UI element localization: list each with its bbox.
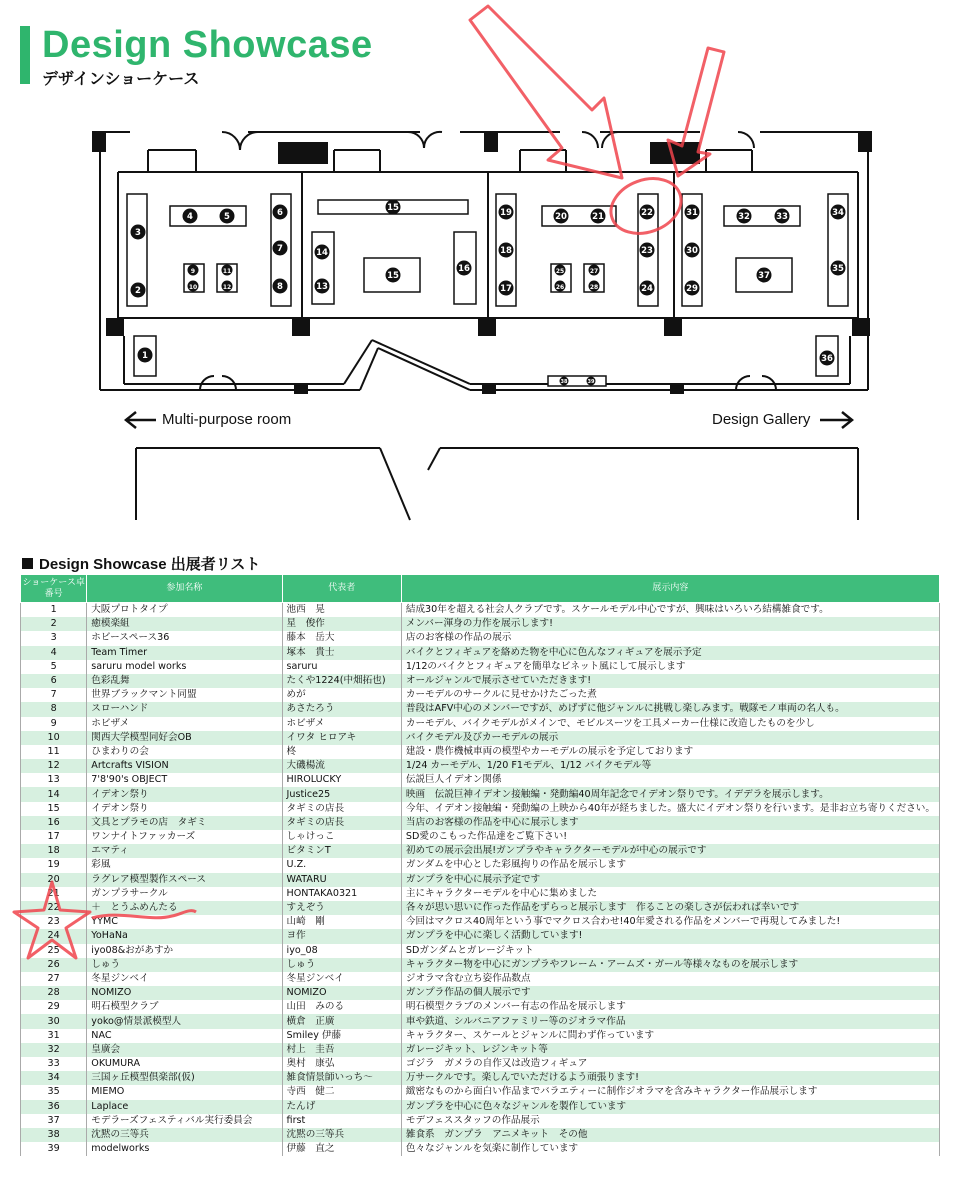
row-desc: ガンプラを中心に楽しく活動しています! (401, 929, 939, 943)
row-number: 14 (21, 787, 87, 801)
row-name: 癒模楽組 (87, 617, 282, 631)
row-name: 彩風 (87, 858, 282, 872)
table-row (21, 1114, 940, 1128)
exhibitor-table (20, 574, 940, 1156)
row-desc: 1/24 カーモデル、1/20 F1モデル、1/12 バイクモデル等 (401, 759, 939, 773)
right-arrow-label: Design Gallery (712, 411, 811, 428)
table-row (21, 646, 940, 660)
svg-text:35: 35 (832, 264, 844, 274)
table-row (21, 773, 940, 787)
svg-text:9: 9 (190, 268, 196, 275)
row-number: 32 (21, 1043, 87, 1057)
row-name: MIEMO (87, 1085, 282, 1099)
row-rep: しゅう (282, 958, 401, 972)
row-name: ワンナイトファッカーズ (87, 830, 282, 844)
row-number: 3 (21, 631, 87, 645)
row-number: 36 (21, 1100, 87, 1114)
row-number: 28 (21, 986, 87, 1000)
table-row (21, 816, 940, 830)
row-name: saruru model works (87, 660, 282, 674)
row-name: Laplace (87, 1100, 282, 1114)
table-row (21, 1128, 940, 1142)
floor-map (0, 100, 978, 530)
table-row (21, 858, 940, 872)
row-number: 33 (21, 1057, 87, 1071)
table-row (21, 1057, 940, 1071)
row-rep: iyo_08 (282, 944, 401, 958)
row-rep: 奥村 康弘 (282, 1057, 401, 1071)
row-desc: キャラクター、スケールとジャンルに問わず作っています (401, 1029, 939, 1043)
row-name: ホビースペース36 (87, 631, 282, 645)
svg-text:16: 16 (458, 264, 470, 274)
table-row (21, 1100, 940, 1114)
list-title-text: Design Showcase 出展者リスト (39, 556, 261, 573)
col-header-name: 参加名称 (87, 575, 282, 603)
row-number: 30 (21, 1014, 87, 1028)
svg-text:27: 27 (589, 268, 599, 275)
table-row (21, 660, 940, 674)
row-number: 7 (21, 688, 87, 702)
table-row (21, 901, 940, 915)
table-row (21, 1043, 940, 1057)
svg-text:24: 24 (641, 284, 653, 294)
svg-text:29: 29 (686, 284, 698, 294)
svg-text:14: 14 (316, 248, 328, 258)
table-row (21, 1029, 940, 1043)
row-name: モデラーズフェスティバル実行委員会 (87, 1114, 282, 1128)
row-number: 2 (21, 617, 87, 631)
row-rep: 池西 晃 (282, 603, 401, 618)
row-desc: ガンプラ作品の個人展示です (401, 986, 939, 1000)
svg-text:39: 39 (587, 379, 595, 385)
table-row (21, 929, 940, 943)
svg-text:25: 25 (555, 268, 565, 275)
table-row (21, 830, 940, 844)
row-desc: 映画 伝説巨神イデオン接触編・発動編40周年記念でイデオン祭りです。イデデラを展示します。 (401, 787, 939, 801)
svg-text:6: 6 (277, 208, 283, 218)
table-row (21, 844, 940, 858)
row-desc: オールジャンルで展示させていただきます! (401, 674, 939, 688)
table-row (21, 873, 940, 887)
row-desc: メンバー渾身の力作を展示します! (401, 617, 939, 631)
row-number: 22 (21, 901, 87, 915)
row-name: 明石模型クラブ (87, 1000, 282, 1014)
svg-text:12: 12 (222, 284, 232, 291)
svg-text:37: 37 (758, 271, 770, 281)
row-number: 37 (21, 1114, 87, 1128)
table-row (21, 958, 940, 972)
row-desc: 色々なジャンルを気楽に制作しています (401, 1142, 939, 1156)
row-number: 15 (21, 802, 87, 816)
row-desc: 万サークルです。楽しんでいただけるよう頑張ります! (401, 1071, 939, 1085)
row-rep: WATARU (282, 873, 401, 887)
svg-text:8: 8 (277, 282, 283, 292)
row-desc: 緻密なものから面白い作品までバラエティーに制作ジオラマを含みキャラクター作品展示します (401, 1085, 939, 1099)
row-name: yoko@情景派模型人 (87, 1014, 282, 1028)
table-row (21, 745, 940, 759)
row-desc: カーモデルのサークルに見せかけたごった煮 (401, 688, 939, 702)
table-row (21, 915, 940, 929)
row-name: YoHaNa (87, 929, 282, 943)
svg-text:5: 5 (224, 212, 230, 222)
row-desc: 初めての展示会出展!ガンプラやキャラクターモデルが中心の展示です (401, 844, 939, 858)
table-row (21, 1071, 940, 1085)
row-rep: Smiley 伊藤 (282, 1029, 401, 1043)
row-rep: 大磯楊流 (282, 759, 401, 773)
row-name: YYMC (87, 915, 282, 929)
row-name: 三国ヶ丘模型倶楽部(仮) (87, 1071, 282, 1085)
row-number: 4 (21, 646, 87, 660)
row-rep: 冬星ジンベイ (282, 972, 401, 986)
row-desc: 結成30年を超える社会人クラブです。スケールモデル中心ですが、興味はいろいろ結構雑食です。 (401, 603, 939, 618)
svg-text:38: 38 (560, 379, 568, 385)
row-number: 38 (21, 1128, 87, 1142)
svg-text:33: 33 (776, 212, 788, 222)
table-row (21, 717, 940, 731)
svg-text:21: 21 (592, 212, 604, 222)
row-rep: 塚本 貴士 (282, 646, 401, 660)
row-number: 27 (21, 972, 87, 986)
row-name: ガンプラサークル (87, 887, 282, 901)
row-rep: あさたろう (282, 702, 401, 716)
row-desc: モデフェススタッフの作品展示 (401, 1114, 939, 1128)
row-number: 35 (21, 1085, 87, 1099)
svg-text:36: 36 (821, 354, 833, 364)
row-desc: カーモデル、バイクモデルがメインで、モビルスーツを工具メーカー仕様に改造したものを少し (401, 717, 939, 731)
row-name: OKUMURA (87, 1057, 282, 1071)
table-header-row (21, 575, 940, 603)
row-rep: タギミの店長 (282, 816, 401, 830)
row-name: 7'8'90's OBJECT (87, 773, 282, 787)
row-name: ＋ とうふめんたる (87, 901, 282, 915)
row-rep: 雑食情景師いっち～ (282, 1071, 401, 1085)
svg-text:11: 11 (222, 268, 232, 275)
row-name: 皇廣会 (87, 1043, 282, 1057)
row-number: 8 (21, 702, 87, 716)
table-row (21, 986, 940, 1000)
row-rep: たくや1224(中畑拓也) (282, 674, 401, 688)
svg-text:15: 15 (387, 203, 399, 213)
row-rep: ヨ作 (282, 929, 401, 943)
row-rep: 山崎 剛 (282, 915, 401, 929)
row-number: 18 (21, 844, 87, 858)
row-desc: 明石模型クラブのメンバー有志の作品を展示します (401, 1000, 939, 1014)
row-number: 5 (21, 660, 87, 674)
row-rep: HONTAKA0321 (282, 887, 401, 901)
row-rep: 沈黙の三等兵 (282, 1128, 401, 1142)
row-number: 13 (21, 773, 87, 787)
row-desc: バイクとフィギュアを絡めた物を中心に色んなフィギュアを展示予定 (401, 646, 939, 660)
row-rep: しゃけっこ (282, 830, 401, 844)
row-rep: 寺西 健二 (282, 1085, 401, 1099)
page-title: Design Showcase (42, 24, 373, 66)
row-name: iyo08&おがあすか (87, 944, 282, 958)
row-rep: たんげ (282, 1100, 401, 1114)
row-rep: HIROLUCKY (282, 773, 401, 787)
row-name: 大阪プロトタイプ (87, 603, 282, 618)
table-row (21, 674, 940, 688)
table-row (21, 688, 940, 702)
row-desc: 当店のお客様の作品を中心に展示します (401, 816, 939, 830)
row-name: ホビザメ (87, 717, 282, 731)
row-number: 19 (21, 858, 87, 872)
bullet-square-icon (22, 558, 33, 569)
row-desc: 雑食系 ガンプラ アニメキット その他 (401, 1128, 939, 1142)
row-rep: Justice25 (282, 787, 401, 801)
row-number: 31 (21, 1029, 87, 1043)
row-desc: ガレージキット、レジンキット等 (401, 1043, 939, 1057)
row-number: 6 (21, 674, 87, 688)
row-desc: SD愛のこもった作品達をご覧下さい! (401, 830, 939, 844)
svg-text:34: 34 (832, 208, 844, 218)
row-desc: ゴジラ ガメラの自作又は改造フィギュア (401, 1057, 939, 1071)
row-name: スローハンド (87, 702, 282, 716)
row-rep: saruru (282, 660, 401, 674)
row-desc: 店のお客様の作品の展示 (401, 631, 939, 645)
row-rep: 村上 圭吾 (282, 1043, 401, 1057)
row-desc: ガンプラを中心に展示予定です (401, 873, 939, 887)
row-rep: first (282, 1114, 401, 1128)
table-row (21, 972, 940, 986)
row-rep: すえぞう (282, 901, 401, 915)
svg-text:1: 1 (142, 351, 148, 361)
row-number: 29 (21, 1000, 87, 1014)
svg-text:7: 7 (277, 244, 283, 254)
row-name: 世界ブラックマント同盟 (87, 688, 282, 702)
svg-text:18: 18 (500, 246, 512, 256)
row-rep: めが (282, 688, 401, 702)
svg-text:23: 23 (641, 246, 653, 256)
row-rep: 藤本 岳大 (282, 631, 401, 645)
row-desc: ジオラマ含む立ち姿作品数点 (401, 972, 939, 986)
row-number: 12 (21, 759, 87, 773)
row-rep: U.Z. (282, 858, 401, 872)
row-rep: イワタ ヒロアキ (282, 731, 401, 745)
row-number: 1 (21, 603, 87, 618)
row-desc: 車や鉄道、シルバニアファミリー等のジオラマ作品 (401, 1014, 939, 1028)
row-desc: 今年、イデオン接触編・発動編の上映から40年が経ちました。盛大にイデオン祭りを行います。是非お立ち寄りください。 (401, 802, 939, 816)
row-number: 16 (21, 816, 87, 830)
row-name: イデオン祭り (87, 787, 282, 801)
svg-text:13: 13 (316, 282, 328, 292)
row-name: しゅう (87, 958, 282, 972)
col-header-desc: 展示内容 (401, 575, 939, 603)
col-header-rep: 代表者 (282, 575, 401, 603)
table-row (21, 787, 940, 801)
row-name: 文具とプラモの店 タギミ (87, 816, 282, 830)
title-accent-bar (20, 26, 30, 84)
row-name: エマティ (87, 844, 282, 858)
row-name: ひまわりの会 (87, 745, 282, 759)
row-rep: 山田 みのる (282, 1000, 401, 1014)
svg-text:15: 15 (387, 271, 399, 281)
row-desc: キャラクター物を中心にガンプラやフレーム・アームズ・ガール等様々なものを展示します (401, 958, 939, 972)
row-desc: ガンダムを中心とした彩風拘りの作品を展示します (401, 858, 939, 872)
row-desc: 伝説巨人イデオン関係 (401, 773, 939, 787)
table-row (21, 1000, 940, 1014)
svg-text:19: 19 (500, 208, 512, 218)
svg-text:17: 17 (500, 284, 512, 294)
row-desc: SDガンダムとガレージキット (401, 944, 939, 958)
table-row (21, 944, 940, 958)
row-rep: 柊 (282, 745, 401, 759)
svg-text:10: 10 (188, 284, 198, 291)
table-row (21, 1085, 940, 1099)
row-name: 色彩乱舞 (87, 674, 282, 688)
table-row (21, 1142, 940, 1156)
row-number: 21 (21, 887, 87, 901)
row-number: 9 (21, 717, 87, 731)
row-name: Team Timer (87, 646, 282, 660)
row-rep: 星 俊作 (282, 617, 401, 631)
svg-text:28: 28 (589, 284, 599, 291)
svg-text:2: 2 (135, 286, 141, 296)
row-name: Artcrafts VISION (87, 759, 282, 773)
table-row (21, 731, 940, 745)
row-name: イデオン祭り (87, 802, 282, 816)
row-rep: 伊藤 直之 (282, 1142, 401, 1156)
row-number: 24 (21, 929, 87, 943)
svg-text:20: 20 (555, 212, 567, 222)
row-number: 25 (21, 944, 87, 958)
row-desc: 建設・農作機械車両の模型やカーモデルの展示を予定しております (401, 745, 939, 759)
list-title (22, 553, 260, 574)
row-number: 23 (21, 915, 87, 929)
table-row (21, 631, 940, 645)
row-number: 11 (21, 745, 87, 759)
row-desc: バイクモデル及びカーモデルの展示 (401, 731, 939, 745)
svg-text:32: 32 (738, 212, 750, 222)
row-name: ラグレア模型製作スペース (87, 873, 282, 887)
row-rep: ビタミンT (282, 844, 401, 858)
table-row (21, 802, 940, 816)
row-number: 20 (21, 873, 87, 887)
svg-text:26: 26 (555, 284, 565, 291)
row-name: 冬星ジンベイ (87, 972, 282, 986)
row-desc: 1/12のバイクとフィギュアを簡単なビネット風にして展示します (401, 660, 939, 674)
table-row (21, 702, 940, 716)
table-row (21, 603, 940, 618)
row-name: modelworks (87, 1142, 282, 1156)
svg-text:22: 22 (641, 208, 653, 218)
row-rep: ホビザメ (282, 717, 401, 731)
row-desc: 普段はAFV中心のメンバーですが、めげずに他ジャンルに挑戦し楽しみます。戦隊モノ車両の名人も。 (401, 702, 939, 716)
row-number: 10 (21, 731, 87, 745)
row-rep: 横倉 正廣 (282, 1014, 401, 1028)
row-number: 17 (21, 830, 87, 844)
row-desc: 主にキャラクターモデルを中心に集めました (401, 887, 939, 901)
col-header-number: ショーケース卓番号 (21, 575, 87, 603)
page-subtitle: デザインショーケース (42, 69, 200, 88)
row-number: 26 (21, 958, 87, 972)
row-name: 沈黙の三等兵 (87, 1128, 282, 1142)
row-desc: 今回はマクロス40周年という事でマクロス合わせ!40年愛される作品をメンバーで再現してみました! (401, 915, 939, 929)
svg-text:3: 3 (135, 228, 141, 238)
table-row (21, 617, 940, 631)
svg-text:4: 4 (187, 212, 193, 222)
row-number: 34 (21, 1071, 87, 1085)
row-rep: NOMIZO (282, 986, 401, 1000)
left-arrow-label: Multi-purpose room (162, 411, 292, 428)
row-desc: 各々が思い思いに作った作品をずらっと展示します 作ることの楽しさが伝われば幸いです (401, 901, 939, 915)
row-name: NOMIZO (87, 986, 282, 1000)
table-body (21, 603, 940, 1157)
table-row (21, 1014, 940, 1028)
row-rep: タギミの店長 (282, 802, 401, 816)
table-row (21, 887, 940, 901)
svg-text:31: 31 (686, 208, 698, 218)
svg-text:30: 30 (686, 246, 698, 256)
row-desc: ガンプラを中心に色々なジャンルを製作しています (401, 1100, 939, 1114)
row-name: 関西大学模型同好会OB (87, 731, 282, 745)
row-number: 39 (21, 1142, 87, 1156)
table-row (21, 759, 940, 773)
row-name: NAC (87, 1029, 282, 1043)
